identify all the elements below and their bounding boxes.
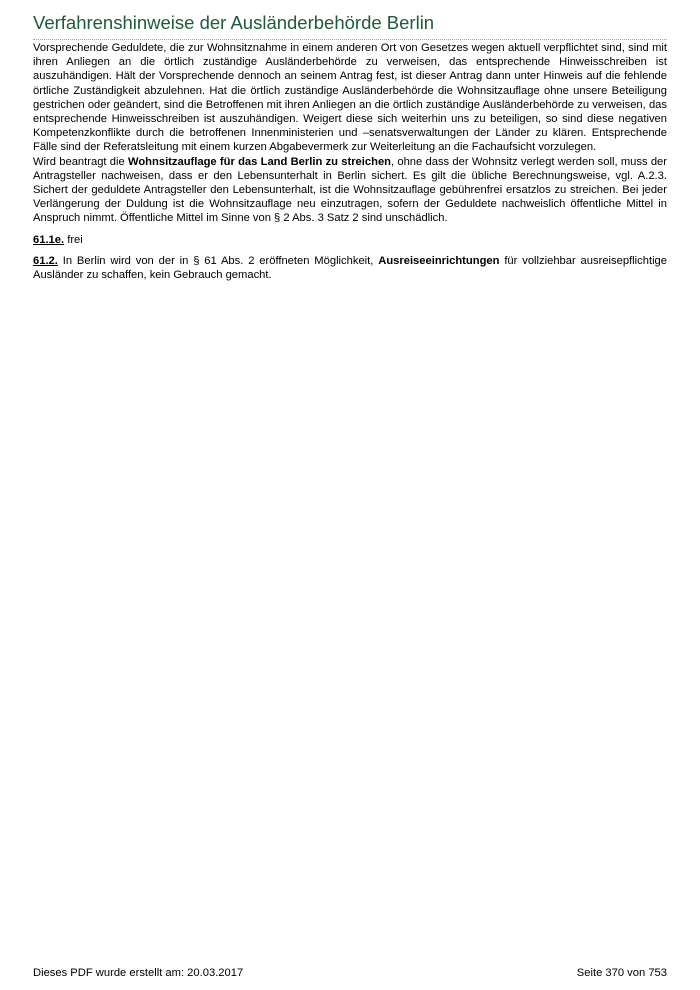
section-number: 61.2. xyxy=(33,254,58,267)
bold-term: Wohnsitzauflage für das Land Berlin zu streichen xyxy=(127,155,391,168)
bold-term: Ausreiseeinrichtungen xyxy=(378,254,500,267)
section-61-2 xyxy=(33,254,667,282)
paragraph-text: Wird beantragt die xyxy=(33,155,128,168)
section-61-1e xyxy=(33,233,667,247)
section-text: In Berlin wird von der in § 61 Abs. 2 eröffneten Möglichkeit, xyxy=(57,254,379,267)
pdf-creation-date: Dieses PDF wurde erstellt am: 20.03.2017 xyxy=(33,967,244,979)
page-number: Seite 370 von 753 xyxy=(576,967,667,979)
section-text: frei xyxy=(64,233,83,246)
paragraph-text: , ohne dass der Wohnsitz verlegt werden soll, muss der Antragsteller nachweisen, dass er den Lebensunterhalt in Berlin sichert. Es gilt die übliche Berechnungsweise, vgl. A.2.3. Sichert der geduldete Antragsteller den Lebensunterhalt, ist die Wohnsitzauflage gebührenfrei ersatzlos zu streichen. Bei jeder Verlängerung der Duldung ist die Wohnsitzauflage neu einzutragen, sofern der Geduldete nachweislich öffentliche Mittel in Anspruch nimmt. Öffentliche Mittel im Sinne von § 2 Abs. 3 Satz 2 sind unschädlich. xyxy=(33,155,667,225)
page-title: Verfahrenshinweise der Ausländerbehörde Berlin xyxy=(33,12,435,33)
section-number: 61.1e. xyxy=(33,233,65,246)
section-text: für vollziehbar ausreisepflichtige Ausländer zu schaffen, kein Gebrauch gemacht. xyxy=(33,254,667,282)
paragraph-wohnsitzauflage-berlin xyxy=(33,155,667,226)
paragraph-geduldete-wohnsitz: Vorsprechende Geduldete, die zur Wohnsitznahme in einem anderen Ort von Gesetzes wegen aktuell verpflichtet sind, sind mit ihren Anliegen an die örtlich zuständige Ausländerbehörde zu verweisen, das entsprechende Hinweisschreiben ist auszuhändigen. Hält der Vorsprechende dennoch an seinem Antrag fest, ist dieser Antrag dann unter Hinweis auf die fehlende örtliche Zuständigkeit abzulehnen. Hat die örtlich zuständige Ausländerbehörde die Wohnsitzauflage ohne unsere Beteiligung gestrichen oder geändert, sind die Betroffenen mit ihren Anliegen an die örtlich zuständige Ausländerbehörde zu verweisen, das entsprechende Hinweisschreiben ist auszuhändigen. Weigert diese sich weiterhin uns zu beteiligen, so sind diese negativen Kompetenzkonflikte durch die betroffenen Innenministerien und –senatsverwaltungen der Länder zu klären. Entsprechende Fälle sind der Referatsleitung mit einem kurzen Abgabevermerk zur Weiterleitung an die Fachaufsicht vorzulegen. xyxy=(33,42,667,154)
document-body xyxy=(33,41,667,282)
page-header xyxy=(33,12,667,40)
